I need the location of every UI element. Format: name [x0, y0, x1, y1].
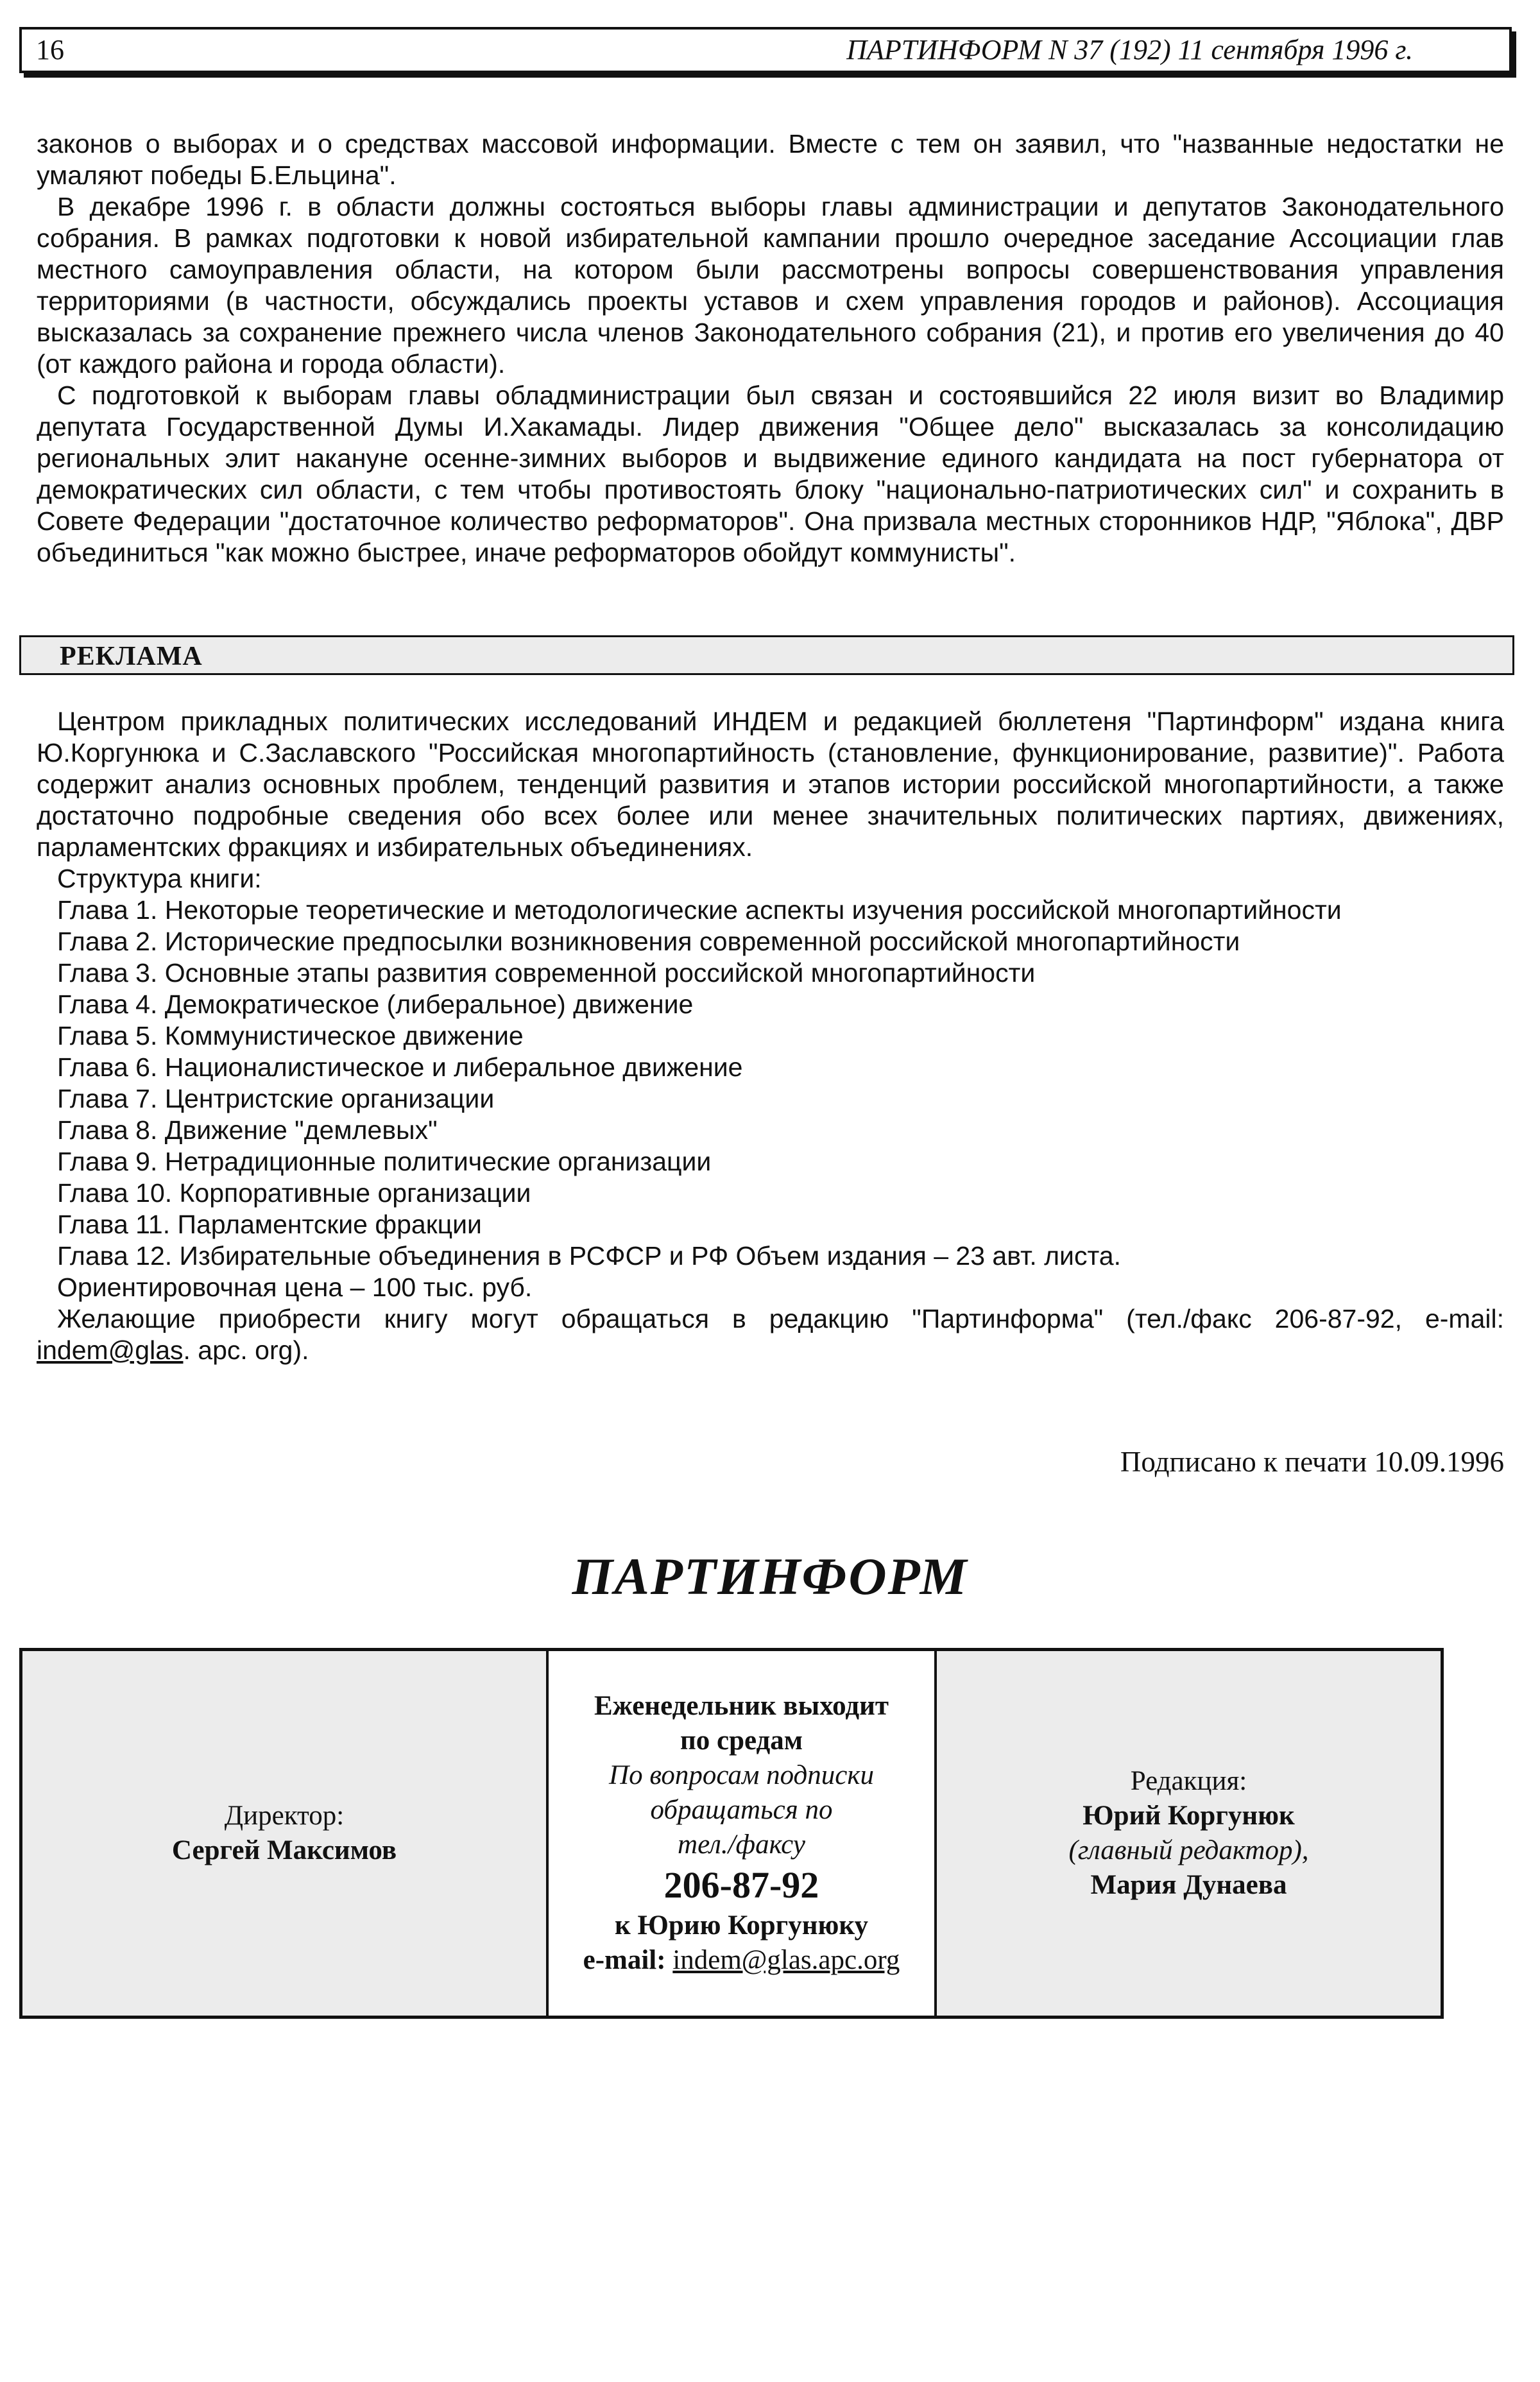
contact-line: [37, 1303, 1504, 1366]
director-cell: [22, 1651, 549, 2016]
publisher-info-table: [19, 1648, 1444, 2019]
advert-intro: Центром прикладных политических исследований ИНДЕМ и редакцией бюллетеня "Партинформ" издана книга Ю.Коргунюка и С.Заславского "Российская многопартийность (становление, функционирование, развитие)". Работа содержит анализ основных проблем, тенденций развития и этапов истории российской многопартийности, а также достаточно подробные сведения обо всех более или менее значительных политических партиях, движениях, парламентских фракциях и избирательных объединениях.: [37, 707, 1504, 862]
editor2-name: Мария Дунаева: [1090, 1870, 1287, 1900]
chapter-item: Глава 8. Движение "демлевых": [57, 1115, 438, 1145]
advert-block: [37, 706, 1504, 1366]
structure-label: Структура книги:: [57, 864, 262, 893]
subscription-line: обращаться по: [650, 1795, 833, 1825]
page-header: [19, 27, 1512, 73]
contact-tail: . apc. org).: [183, 1335, 309, 1365]
subscription-line: По вопросам подписки: [609, 1760, 874, 1790]
issue-info: ПАРТИНФОРМ N 37 (192) 11 сентября 1996 г.: [846, 34, 1413, 65]
chapter-item: Глава 4. Демократическое (либеральное) движение: [57, 990, 694, 1019]
schedule-cell: [549, 1651, 937, 2016]
chapter-item: Глава 9. Нетрадиционные политические организации: [57, 1147, 712, 1176]
phone-contact: к Юрию Коргунюку: [614, 1910, 869, 1941]
schedule-line: по средам: [680, 1726, 803, 1756]
article-paragraph: законов о выборах и о средствах массовой информации. Вместе с тем он заявил, что "названные недостатки не умаляют победы Б.Ельцина".: [37, 129, 1504, 190]
email-line: [549, 1943, 934, 1978]
price-line: Ориентировочная цена – 100 тыс. руб.: [57, 1272, 533, 1302]
contact-email-link[interactable]: indem@glas: [37, 1335, 184, 1365]
chapter-item: Глава 5. Коммунистическое движение: [57, 1021, 524, 1050]
chapter-item: Глава 10. Корпоративные организации: [57, 1178, 531, 1208]
page-number: 16: [36, 34, 64, 65]
chapter-item: Глава 12. Избирательные объединения в РСФСР и РФ Объем издания – 23 авт. листа.: [57, 1241, 1121, 1271]
chapter-item: Глава 11. Парламентские фракции: [57, 1210, 482, 1239]
editorial-label: Редакция:: [1130, 1766, 1247, 1796]
signed-for-print: Подписано к печати 10.09.1996: [1120, 1446, 1504, 1478]
schedule-line: Еженедельник выходит: [594, 1691, 889, 1721]
phone-number: 206-87-92: [663, 1864, 819, 1906]
subscription-line: тел./факсу: [678, 1829, 805, 1860]
editorial-cell: [937, 1651, 1441, 2016]
section-header-advert: [19, 635, 1514, 675]
article-text: [37, 128, 1504, 569]
chapter-item: Глава 1. Некоторые теоретические и методологические аспекты изучения российской многопартийности: [57, 895, 1342, 925]
masthead-title: ПАРТИНФОРМ: [572, 1547, 968, 1606]
section-title: РЕКЛАМА: [60, 642, 203, 671]
editor-name: Юрий Коргунюк: [1082, 1801, 1295, 1831]
article-paragraph: В декабре 1996 г. в области должны состояться выборы главы администрации и депутатов Законодательного собрания. В рамках подготовки к новой избирательной кампании прошло очередное заседание Ассоциации глав местного самоуправления области, на котором были рассмотрены вопросы совершенствования управления территориями (в частности, обсуждались проекты уставов и схем управления городов и районов). Ассоциация высказалась за сохранение прежнего числа членов Законодательного собрания (21), и против его увеличения до 40 (от каждого района и города области).: [37, 192, 1504, 379]
chapter-item: Глава 2. Исторические предпосылки возникновения современной российской многопартийности: [57, 927, 1240, 956]
email-link[interactable]: indem@glas.apc.org: [672, 1945, 900, 1975]
email-label: e-mail:: [583, 1945, 666, 1975]
director-label: Директор:: [224, 1801, 345, 1831]
editor-role: (главный редактор),: [1068, 1835, 1309, 1865]
chapter-item: Глава 7. Центристские организации: [57, 1084, 495, 1113]
chapter-item: Глава 6. Националистическое и либеральное движение: [57, 1052, 743, 1082]
chapter-item: Глава 3. Основные этапы развития современной российской многопартийности: [57, 958, 1036, 988]
director-name: Сергей Максимов: [171, 1835, 397, 1865]
contact-text: Желающие приобрести книгу могут обращаться в редакцию "Партинформа" (тел./факс 206-87-92, e-mail:: [57, 1304, 1504, 1333]
article-paragraph: С подготовкой к выборам главы обладминистрации был связан и состоявшийся 22 июля визит во Владимир депутата Государственной Думы И.Хакамады. Лидер движения "Общее дело" высказалась за консолидацию региональных элит накануне осенне-зимних выборов и выдвижение единого кандидата на пост губернатора от демократических сил области, с тем чтобы противостоять блоку "национально-патриотических сил" и сохранить в Совете Федерации "достаточное количество реформаторов". Она призвала местных сторонников НДР, "Яблока", ДВР объединиться "как можно быстрее, иначе реформаторов обойдут коммунисты".: [37, 381, 1504, 567]
